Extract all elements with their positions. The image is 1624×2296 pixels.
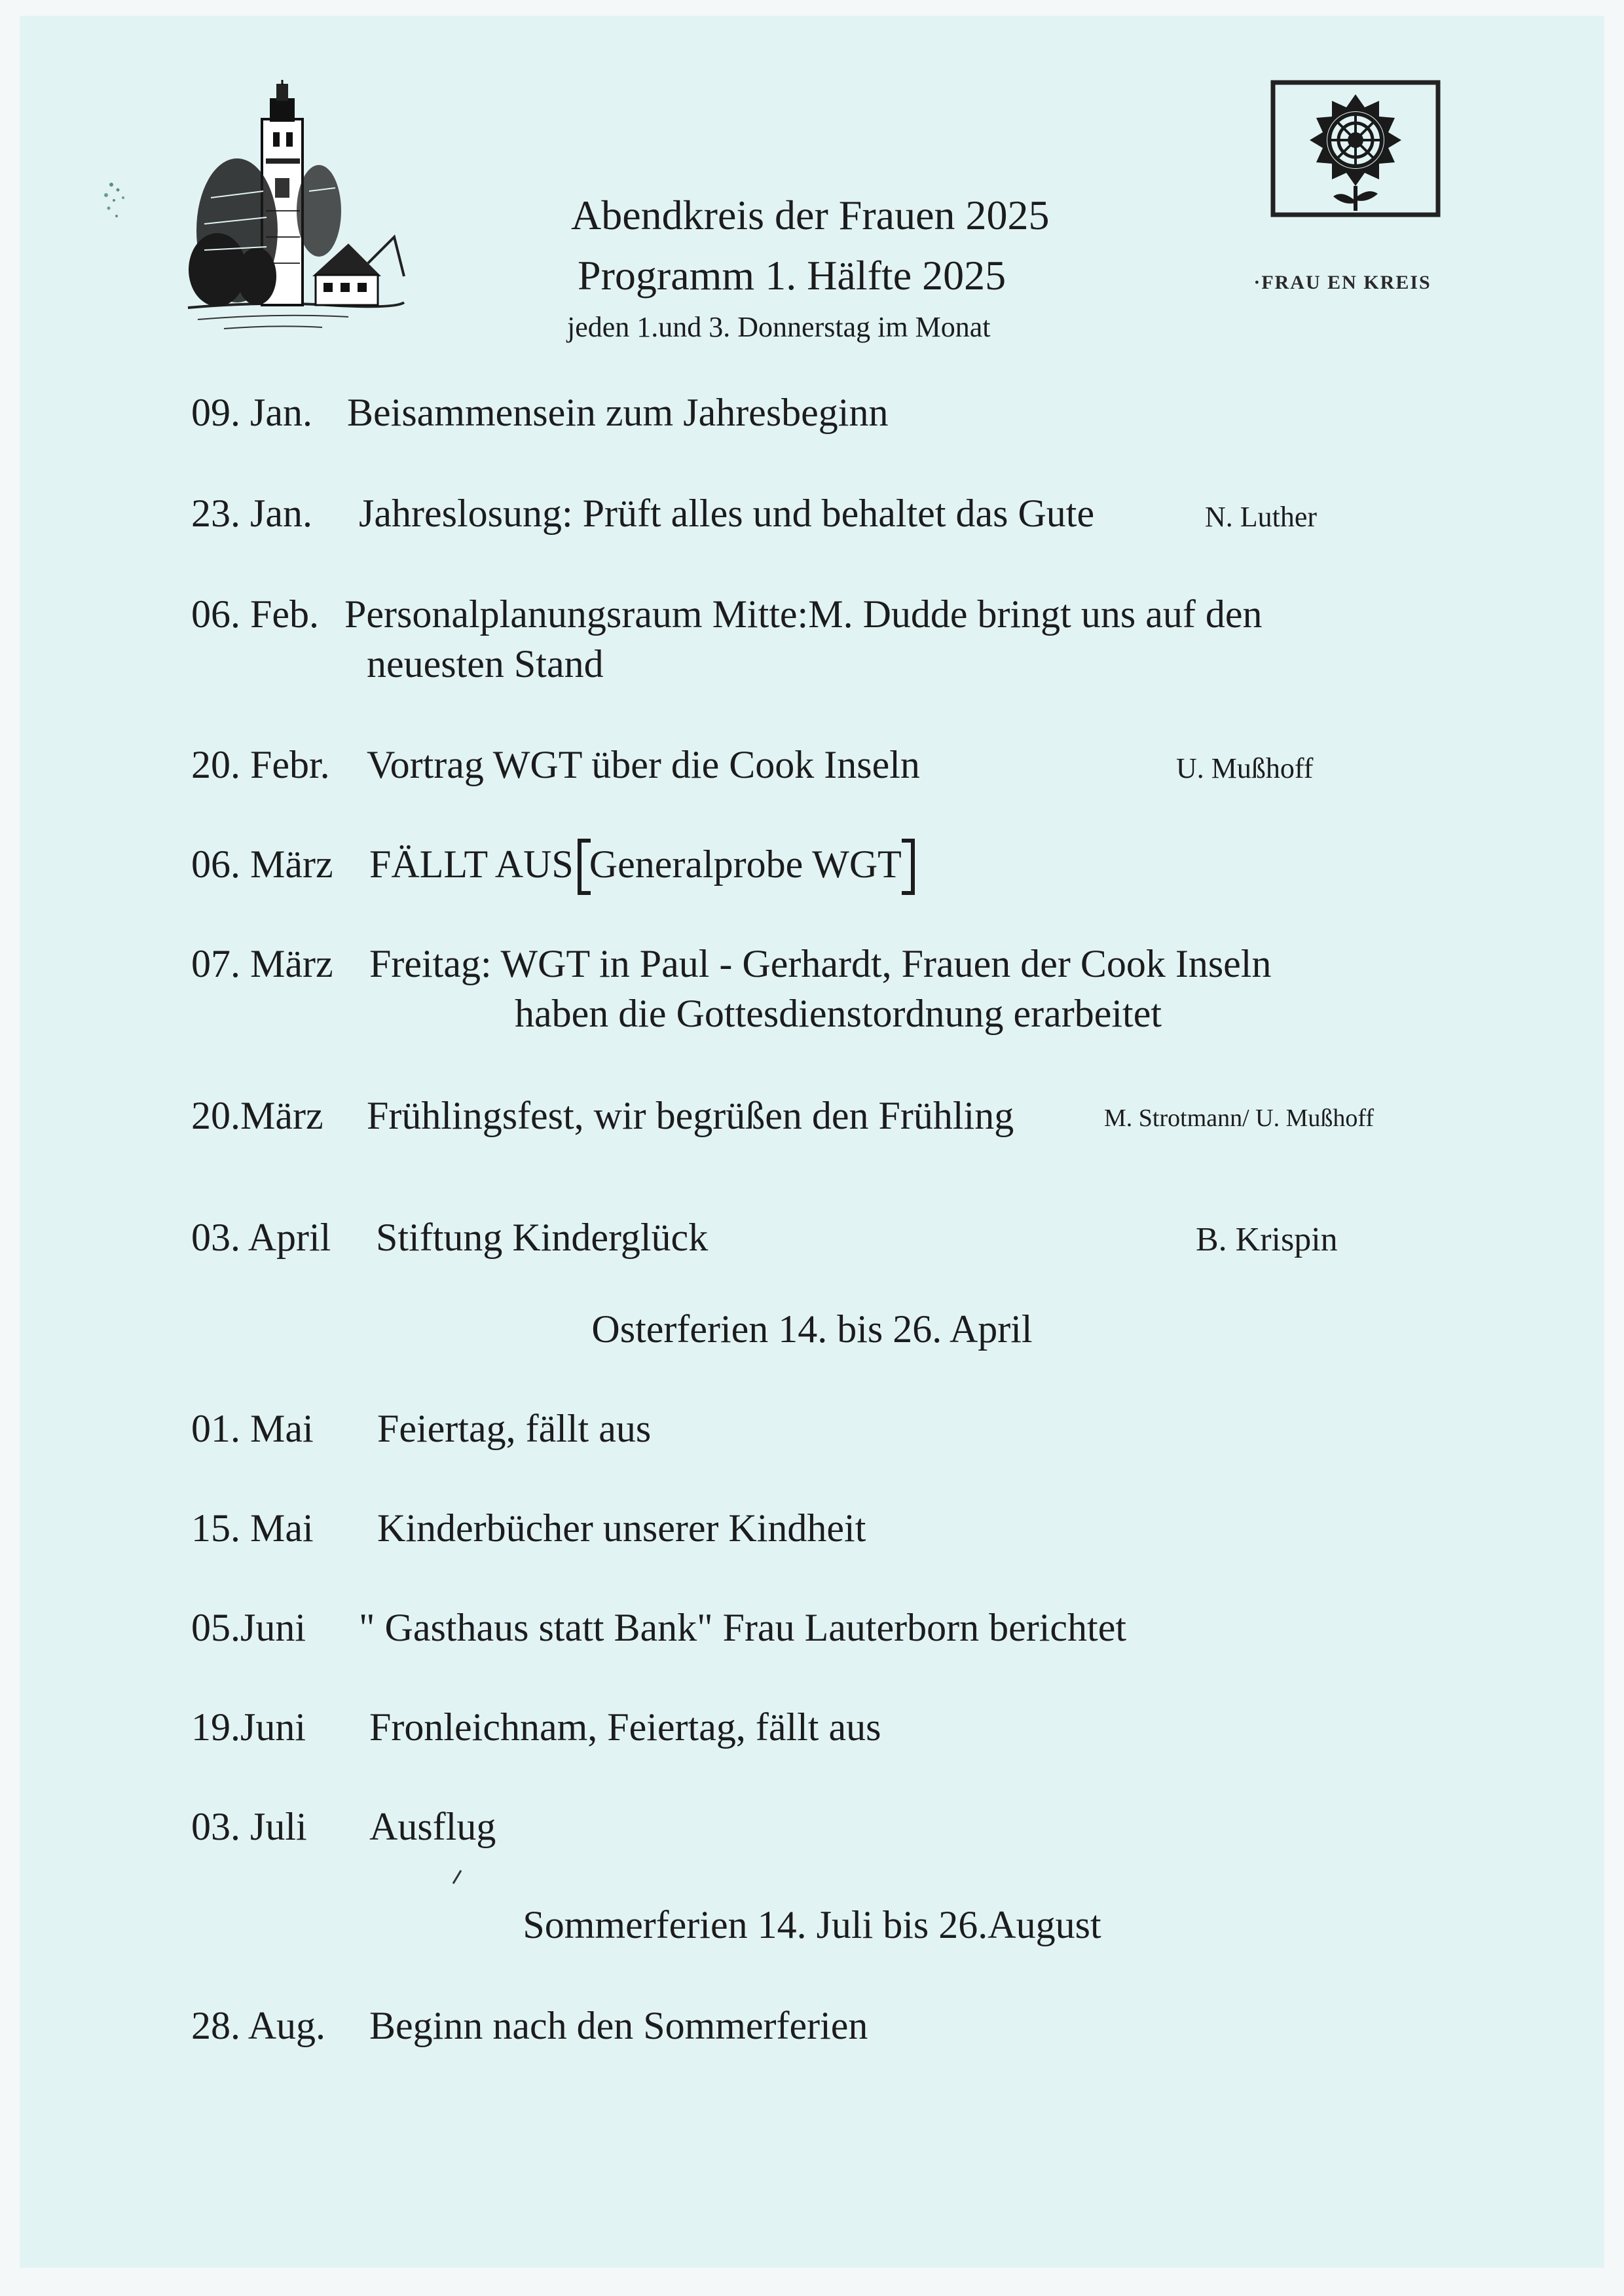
entry-speaker: M. Strotmann/ U. Mußhoff <box>1104 1104 1375 1132</box>
entry-text: Beisammensein zum Jahresbeginn <box>347 391 889 434</box>
entry-text: Freitag: WGT in Paul - Gerhardt, Frauen der Cook Inseln <box>369 942 1272 985</box>
entry-bracketed-note: Generalprobe WGT <box>589 843 902 886</box>
entry-date: 19.Juni <box>191 1705 306 1749</box>
entry-text: Kinderbücher unserer Kindheit <box>377 1506 866 1550</box>
entry-text: Stiftung Kinderglück <box>376 1216 709 1259</box>
entry-date: 07. März <box>191 942 333 985</box>
entry-text-row <box>369 842 902 887</box>
page-title: Abendkreis der Frauen 2025 <box>571 192 1050 238</box>
entry-date: 28. Aug. <box>191 2004 326 2047</box>
entry-text: Frühlingsfest, wir begrüßen den Frühling <box>367 1094 1014 1137</box>
entry-date: 23. Jan. <box>191 492 312 535</box>
entry-text: " Gasthaus statt Bank" Frau Lauterborn berichtet <box>359 1606 1126 1649</box>
entry-text: Ausflug <box>369 1805 496 1848</box>
entry-text-continued: neuesten Stand <box>367 642 604 685</box>
entry-text: Vortrag WGT über die Cook Inseln <box>367 743 920 786</box>
entry-text-continued: haben die Gottesdienstordnung erarbeitet <box>515 992 1162 1035</box>
entry-date: 06. März <box>191 843 333 886</box>
summer-holiday-note: Sommerferien 14. Juli bis 26.August <box>523 1903 1101 1946</box>
entry-date: 20.März <box>191 1094 323 1137</box>
entry-text: Jahreslosung: Prüft alles und behaltet das Gute <box>359 492 1095 535</box>
entry-date: 03. Juli <box>191 1805 307 1848</box>
entry-speaker: U. Mußhoff <box>1176 752 1314 784</box>
entry-text: Fronleichnam, Feiertag, fällt aus <box>369 1705 881 1749</box>
frauenkreis-logo-text: ·FRAU EN KREIS <box>1253 272 1431 293</box>
church-tower-icon <box>185 80 407 339</box>
flower-star-icon <box>1270 80 1441 217</box>
entry-text: FÄLLT AUS <box>369 843 574 886</box>
page-subtitle: Programm 1. Hälfte 2025 <box>578 252 1006 299</box>
entry-date: 15. Mai <box>191 1506 314 1550</box>
entry-speaker: B. Krispin <box>1196 1221 1338 1258</box>
pen-mark <box>452 1869 462 1885</box>
entry-text: Feiertag, fällt aus <box>377 1407 652 1450</box>
entry-date: 01. Mai <box>191 1407 314 1450</box>
entry-date: 09. Jan. <box>191 391 312 434</box>
entry-text: Beginn nach den Sommerferien <box>369 2004 868 2047</box>
entry-speaker: N. Luther <box>1205 501 1318 533</box>
entry-date: 05.Juni <box>191 1606 306 1649</box>
entry-date: 20. Febr. <box>191 743 330 786</box>
entry-date: 03. April <box>191 1216 331 1259</box>
speck-marks <box>97 175 136 228</box>
entry-date: 06. Feb. <box>191 592 319 636</box>
entry-text: Personalplanungsraum Mitte:M. Dudde bringt uns auf den <box>344 592 1263 636</box>
schedule-note: jeden 1.und 3. Donnerstag im Monat <box>567 311 991 343</box>
easter-holiday-note: Osterferien 14. bis 26. April <box>591 1307 1033 1351</box>
